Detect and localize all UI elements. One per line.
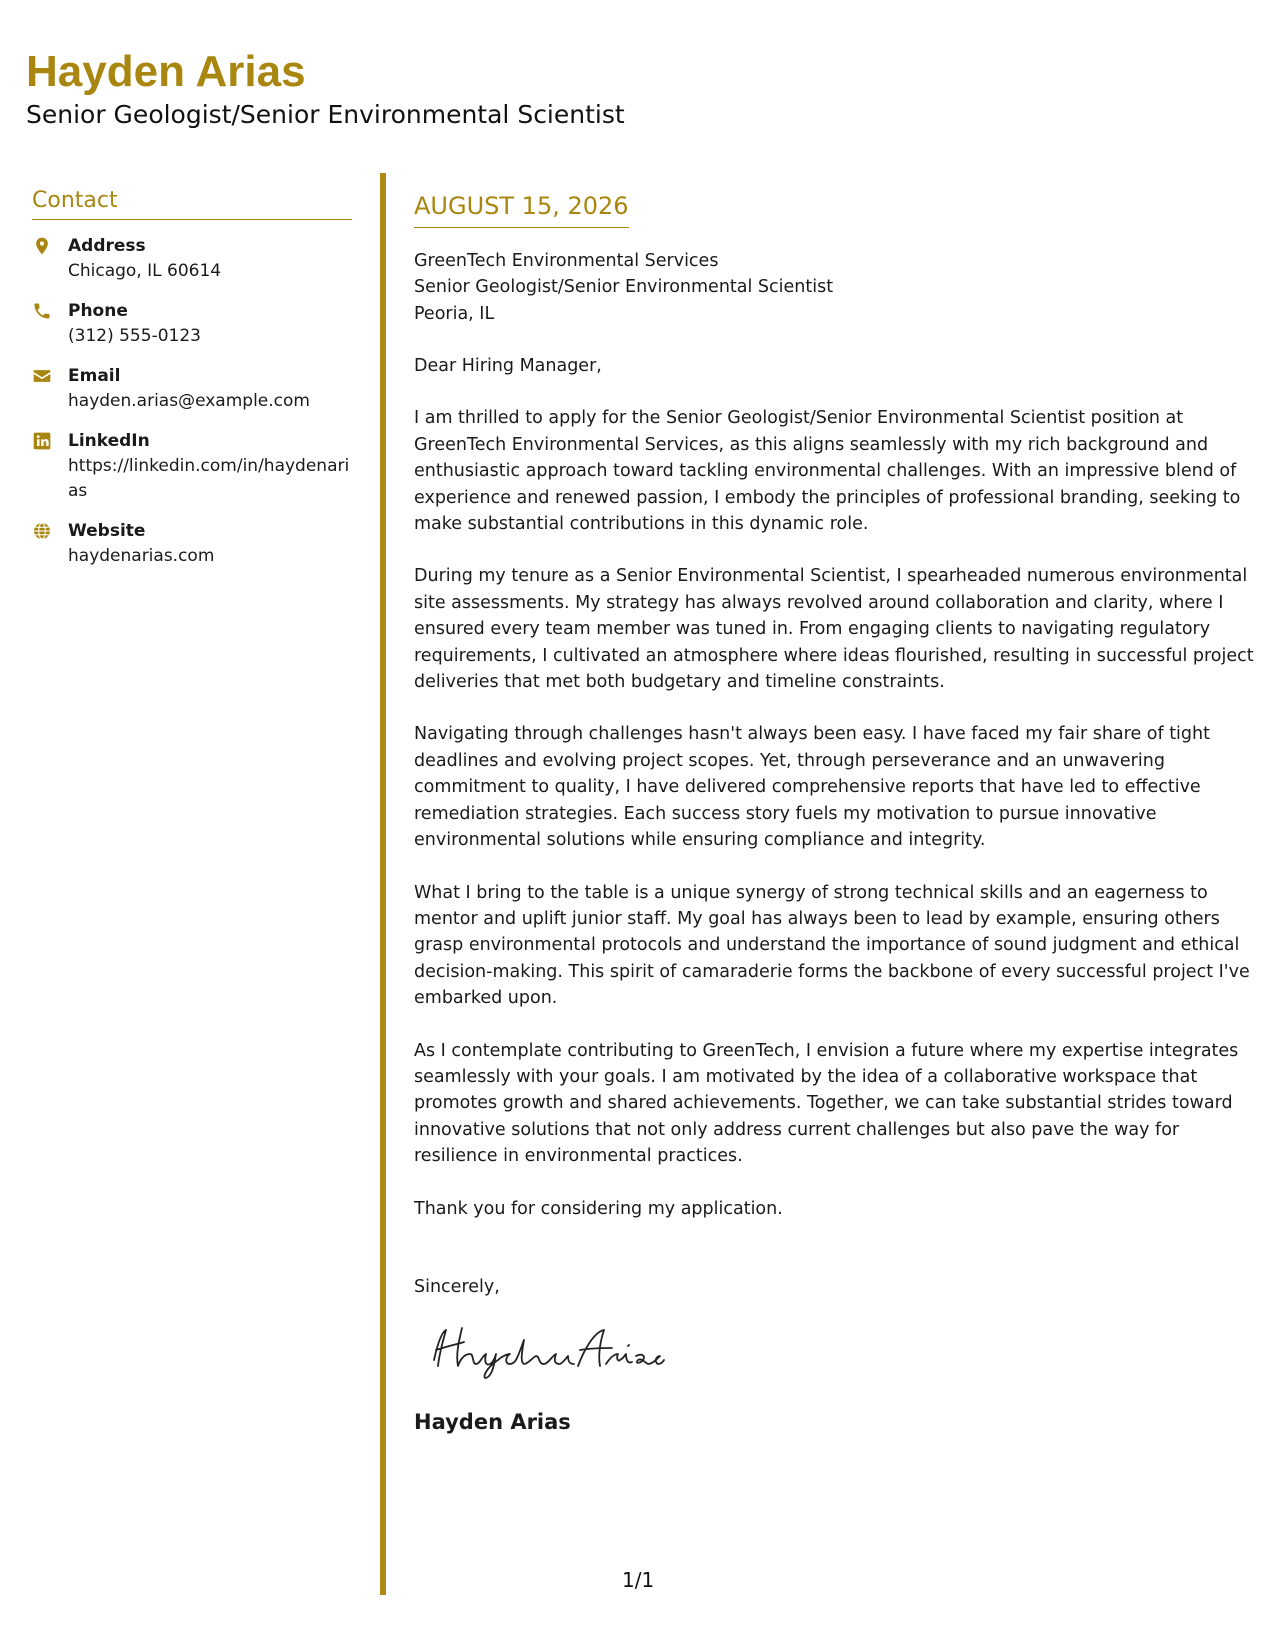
page-number: 1/1 xyxy=(622,1568,655,1592)
candidate-name: Hayden Arias xyxy=(26,47,306,96)
paragraph: What I bring to the table is a unique synergy of strong technical skills and an eagerness to mentor and uplift junior staff. My goal has always been to lead by example, ensuring others grasp environmental protocols and understand the importance of sound judgment and ethical decision-making. This spirit of camaraderie forms the backbone of every successful project I've embarked upon. xyxy=(414,882,1250,1009)
phone-value: (312) 555-0123 xyxy=(68,326,201,346)
recipient-block xyxy=(414,248,1254,327)
contact-list xyxy=(32,234,352,569)
contact-address xyxy=(32,234,352,284)
paragraph: Navigating through challenges hasn't always been easy. I have faced my fair share of tight deadlines and evolving project scopes. Yet, through perseverance and an unwavering commitment to quality, I have delivered comprehensive reports that have led to effective remediation strategies. Each success story fuels my motivation to pursue innovative environmental solutions while ensuring compliance and integrity. xyxy=(414,724,1210,851)
globe-icon xyxy=(32,519,68,569)
header xyxy=(26,48,625,129)
closing: Sincerely, xyxy=(414,1276,500,1297)
contact-label: Address xyxy=(68,236,146,256)
contact-section-title: Contact xyxy=(32,188,352,220)
greeting: Dear Hiring Manager, xyxy=(414,356,602,377)
website-link[interactable]: haydenarias.com xyxy=(68,546,215,566)
paragraph: Thank you for considering my application. xyxy=(414,1198,783,1219)
recipient-position: Senior Geologist/Senior Environmental Scientist xyxy=(414,277,834,298)
recipient-location: Peoria, IL xyxy=(414,303,495,324)
handwritten-signature xyxy=(428,1320,1254,1388)
email-link[interactable]: hayden.arias@example.com xyxy=(68,391,310,411)
contact-label: Phone xyxy=(68,301,128,321)
contact-phone xyxy=(32,299,352,349)
contact-email xyxy=(32,364,352,414)
contact-label: Email xyxy=(68,366,121,386)
paragraph: I am thrilled to apply for the Senior Geologist/Senior Environmental Scientist position at GreenTech Environmental Services, as this aligns seamlessly with my rich background and enthusiastic approach toward tackling environmental challenges. With an impressive blend of experience and renewed passion, I embody the principles of professional branding, seeking to make substantial contributions in this dynamic role. xyxy=(414,408,1241,535)
signer-name: Hayden Arias xyxy=(414,1409,571,1434)
vertical-divider xyxy=(380,173,386,1595)
linkedin-icon xyxy=(32,429,68,504)
phone-icon xyxy=(32,299,68,349)
contact-sidebar xyxy=(32,188,352,584)
address-value: Chicago, IL 60614 xyxy=(68,261,222,281)
contact-linkedin xyxy=(32,429,352,504)
paragraph: During my tenure as a Senior Environmental Scientist, I spearheaded numerous environmental site assessments. My strategy has always revolved around collaboration and clarity, where I ensured every team member was tuned in. From engaging clients to navigating regulatory requirements, I cultivated an atmosphere where ideas flourished, resulting in successful project deliveries that met both budgetary and timeline constraints. xyxy=(414,566,1254,693)
contact-label: Website xyxy=(68,521,146,541)
paragraph: As I contemplate contributing to GreenTech, I envision a future where my expertise integrates seamlessly with your goals. I am motivated by the idea of a collaborative workspace that promotes growth and shared achievements. Together, we can take substantial strides toward innovative solutions that not only address current challenges but also pave the way for resilience in environmental practices. xyxy=(414,1040,1239,1167)
map-pin-icon xyxy=(32,234,68,284)
contact-website xyxy=(32,519,352,569)
envelope-icon xyxy=(32,364,68,414)
candidate-title: Senior Geologist/Senior Environmental Scientist xyxy=(26,100,625,130)
contact-label: LinkedIn xyxy=(68,431,150,451)
recipient-company: GreenTech Environmental Services xyxy=(414,250,719,271)
letter-date: AUGUST 15, 2026 xyxy=(414,192,629,228)
linkedin-link[interactable]: https://linkedin.com/in/haydenarias xyxy=(68,456,350,501)
letter-body xyxy=(414,192,1254,1435)
